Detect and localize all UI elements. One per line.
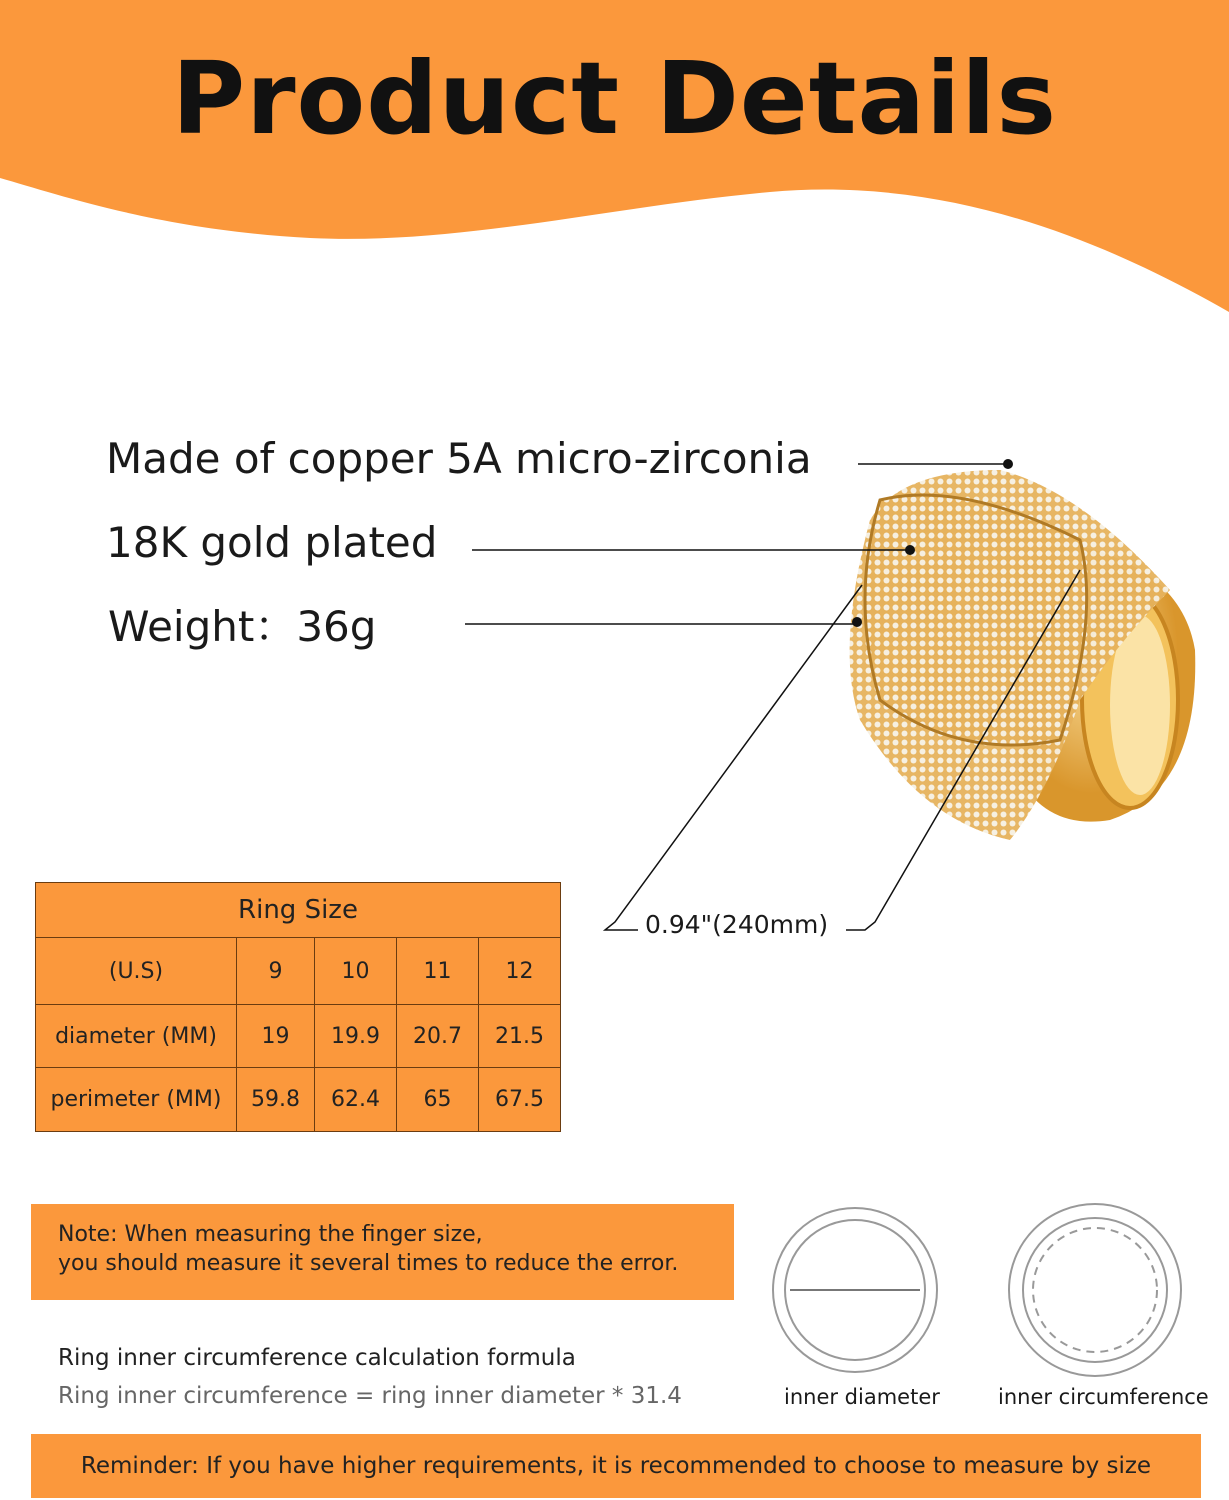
formula-text: Ring inner circumference = ring inner diameter * 31.4	[58, 1383, 682, 1409]
spec-weight: Weight：36g	[108, 602, 377, 651]
table-cell: 65	[397, 1068, 479, 1132]
note-line: you should measure it several times to reduce the error.	[58, 1251, 679, 1276]
table-cell: 59.8	[237, 1068, 315, 1132]
ring-size-table	[35, 882, 561, 1132]
inner-circumference-label: inner circumference	[998, 1385, 1209, 1409]
table-caption: Ring Size	[36, 883, 561, 938]
pointer-dot	[852, 617, 862, 627]
table-cell: 19.9	[315, 1005, 397, 1068]
table-cell: 67.5	[479, 1068, 561, 1132]
table-row	[36, 1068, 561, 1132]
table-cell: 21.5	[479, 1005, 561, 1068]
inner-diameter-label: inner diameter	[784, 1385, 940, 1409]
spec-material: Made of copper 5A micro-zirconia	[106, 434, 812, 483]
table-cell: 20.7	[397, 1005, 479, 1068]
pointer-dot	[1003, 459, 1013, 469]
spec-plating: 18K gold plated	[106, 518, 438, 567]
table-row	[36, 938, 561, 1005]
table-cell: (U.S)	[36, 938, 237, 1005]
page-title: Product Details	[171, 40, 1058, 157]
table-cell: 11	[397, 938, 479, 1005]
dimension-label: 0.94"(240mm)	[645, 910, 829, 939]
table-cell: 9	[237, 938, 315, 1005]
table-cell: 10	[315, 938, 397, 1005]
reminder-text: Reminder: If you have higher requirements, it is recommended to choose to measure by size	[80, 1453, 1152, 1479]
table-cell: diameter (MM)	[36, 1005, 237, 1068]
reminder-banner	[31, 1434, 1201, 1498]
measurement-note	[31, 1204, 734, 1300]
table-cell: 62.4	[315, 1068, 397, 1132]
measure-diagrams	[760, 1195, 1210, 1385]
table-row	[36, 1005, 561, 1068]
table-cell: 12	[479, 938, 561, 1005]
table-cell: perimeter (MM)	[36, 1068, 237, 1132]
formula-title: Ring inner circumference calculation formula	[58, 1345, 576, 1371]
note-line: Note: When measuring the finger size,	[58, 1222, 483, 1247]
pointer-dot	[905, 545, 915, 555]
table-cell: 19	[237, 1005, 315, 1068]
